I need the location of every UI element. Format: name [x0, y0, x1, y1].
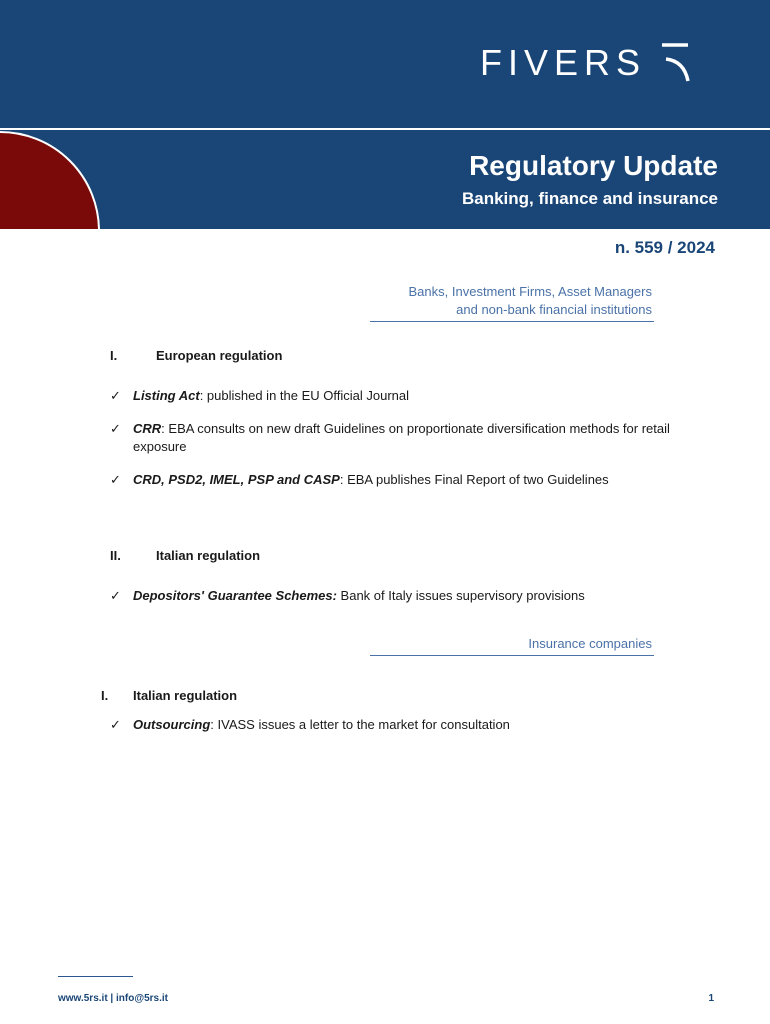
- sector-insurance-line1: Insurance companies: [528, 636, 652, 651]
- section-heading: [110, 348, 282, 363]
- item-text: : published in the EU Official Journal: [199, 388, 410, 403]
- item-key: Outsourcing: [133, 717, 211, 732]
- list-item: [110, 471, 710, 489]
- page-header: [0, 0, 770, 229]
- item-text: : IVASS issues a letter to the market for consultation: [210, 717, 510, 732]
- section-title: Italian regulation: [156, 548, 261, 563]
- section-title: Italian regulation: [133, 688, 238, 703]
- issue-number: n. 559 / 2024: [614, 238, 715, 257]
- section-number: II.: [110, 548, 121, 563]
- item-key: Depositors' Guarantee Schemes:: [133, 588, 337, 603]
- sector-banks-line2: and non-bank financial institutions: [456, 302, 652, 317]
- logo-mark-icon: [660, 41, 692, 85]
- list-item: [110, 587, 710, 605]
- list-item: [110, 716, 710, 734]
- checkmark-icon: ✓: [110, 717, 121, 732]
- section-title: European regulation: [156, 348, 283, 363]
- sector-insurance-heading: [528, 635, 652, 653]
- header-divider: [0, 128, 770, 130]
- footer-contact-links[interactable]: www.5rs.it | info@5rs.it: [58, 993, 168, 1004]
- logo-wordmark: FIVERS: [480, 42, 647, 83]
- checkmark-icon: ✓: [110, 421, 121, 436]
- section-number: I.: [101, 688, 109, 703]
- item-text: : EBA publishes Final Report of two Guidelines: [339, 472, 609, 487]
- checkmark-icon: ✓: [110, 388, 121, 403]
- item-key: CRD, PSD2, IMEL, PSP and CASP: [133, 472, 340, 487]
- sector-banks-rule: [370, 321, 654, 322]
- page-subtitle: Banking, finance and insurance: [461, 189, 718, 208]
- list-item: [110, 420, 710, 456]
- sector-banks-line1: Banks, Investment Firms, Asset Managers: [408, 284, 652, 299]
- section-heading: [110, 548, 260, 563]
- section-number: I.: [110, 348, 118, 363]
- item-text: : EBA consults on new draft Guidelines on proportionate diversification methods for retail exposure: [133, 421, 670, 454]
- fivers-logo: [480, 38, 692, 88]
- item-text: Bank of Italy issues supervisory provisions: [336, 588, 585, 603]
- list-item: [110, 387, 710, 405]
- brand-circle-decoration: [0, 131, 100, 229]
- section-heading: [101, 688, 237, 703]
- item-key: CRR: [133, 421, 162, 436]
- checkmark-icon: ✓: [110, 472, 121, 487]
- page-title: Regulatory Update: [469, 150, 718, 181]
- footer-rule: [58, 976, 133, 977]
- sector-insurance-rule: [370, 655, 654, 656]
- page-number: 1: [708, 993, 714, 1004]
- item-key: Listing Act: [133, 388, 200, 403]
- sector-banks-heading: [409, 283, 652, 319]
- checkmark-icon: ✓: [110, 588, 121, 603]
